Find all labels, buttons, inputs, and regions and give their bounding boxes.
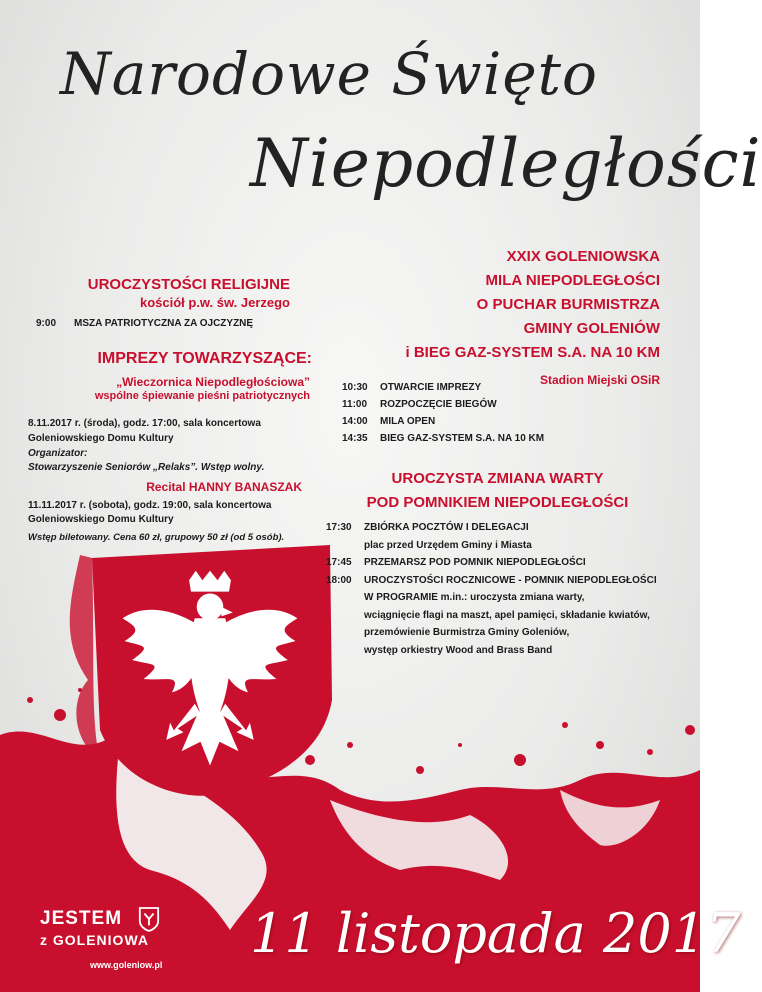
events-heading: IMPREZY TOWARZYSZĄCE:	[97, 350, 312, 367]
run-schedule-row	[342, 416, 435, 427]
guard-schedule-text: PRZEMARSZ POD POMNIK NIEPODLEGŁOŚCI	[364, 557, 586, 568]
recital-details-2: Goleniowskiego Domu Kultury	[28, 514, 174, 525]
guard-heading-line: POD POMNIKIEM NIEPODLEGŁOŚCI	[366, 494, 629, 511]
recital-title: Recital HANNY BANASZAK	[146, 480, 302, 494]
run-heading-line: i BIEG GAZ-SYSTEM S.A. NA 10 KM	[405, 344, 660, 361]
guard-schedule-row	[326, 627, 569, 638]
religious-time: 9:00	[36, 318, 57, 329]
recital-details-1: 11.11.2017 r. (sobota), godz. 19:00, sala koncertowa	[28, 500, 272, 511]
event-date: 11 listopada 2017	[250, 902, 741, 965]
logo-line-2: z GOLENIOWA	[40, 932, 149, 948]
religious-heading: UROCZYSTOŚCI RELIGIJNE	[87, 276, 290, 293]
organizer-label: Organizator:	[28, 448, 88, 459]
guard-schedule-time: 17:30	[326, 522, 352, 533]
title-line-2: Niepodległości	[250, 125, 762, 202]
logo-url-link[interactable]: www.goleniow.pl	[90, 960, 163, 970]
evening-subtitle: wspólne śpiewanie pieśni patriotycznych	[94, 390, 310, 402]
run-schedule-time: 14:35	[342, 433, 368, 444]
goleniow-logo-icon	[138, 906, 160, 932]
run-schedule-text: ROZPOCZĘCIE BIEGÓW	[380, 399, 497, 410]
guard-schedule-text: W PROGRAMIE m.in.: uroczysta zmiana warty,	[364, 592, 585, 603]
guard-schedule-row	[326, 575, 657, 586]
run-venue: Stadion Miejski OSiR	[539, 373, 660, 387]
run-schedule-row	[342, 382, 481, 393]
guard-schedule-text: wciągnięcie flagi na maszt, apel pamięci, składanie kwiatów,	[364, 609, 650, 621]
title-line-1: Narodowe Święto	[60, 40, 598, 108]
guard-schedule-text: ZBIÓRKA POCZTÓW I DELEGACJI	[364, 522, 529, 533]
organizer-text: Stowarzyszenie Seniorów „Relaks”. Wstęp wolny.	[28, 462, 265, 473]
evening-details-1: 8.11.2017 r. (środa), godz. 17:00, sala koncertowa	[28, 418, 261, 429]
guard-schedule-text: plac przed Urzędem Gminy i Miasta	[364, 539, 532, 551]
white-eagle-emblem-icon	[115, 570, 305, 790]
guard-schedule-row	[326, 610, 650, 621]
guard-schedule-text: występ orkiestry Wood and Brass Band	[364, 644, 553, 656]
guard-schedule-row	[326, 522, 529, 533]
religious-event: MSZA PATRIOTYCZNA ZA OJCZYZNĘ	[74, 318, 254, 329]
guard-schedule-row	[326, 540, 532, 551]
run-schedule-time: 14:00	[342, 416, 368, 427]
run-schedule-text: BIEG GAZ-SYSTEM S.A. NA 10 KM	[380, 433, 545, 444]
recital-ticket-info: Wstęp biletowany. Cena 60 zł, grupowy 50 zł (od 5 osób).	[28, 532, 285, 543]
guard-schedule-text: przemówienie Burmistrza Gminy Goleniów,	[364, 627, 570, 638]
run-schedule-text: MILA OPEN	[380, 416, 436, 427]
evening-title: „Wieczornica Niepodległościowa”	[116, 375, 310, 389]
run-schedule-row	[342, 399, 497, 410]
run-heading-line: XXIX GOLENIOWSKA	[506, 248, 660, 265]
religious-schedule-row	[36, 318, 253, 329]
run-heading-line: GMINY GOLENIÓW	[523, 320, 660, 337]
run-heading-line: O PUCHAR BURMISTRZA	[476, 296, 660, 313]
run-schedule-row	[342, 433, 544, 444]
guard-schedule-time: 17:45	[326, 557, 352, 568]
religious-subheading: kościół p.w. św. Jerzego	[139, 295, 290, 310]
run-schedule-text: OTWARCIE IMPREZY	[380, 382, 482, 393]
guard-schedule-time: 18:00	[326, 574, 352, 586]
logo-line-1: JESTEM	[40, 908, 123, 929]
goleniow-logo[interactable]	[40, 908, 149, 948]
run-schedule-time: 10:30	[342, 382, 368, 393]
guard-heading-line: UROCZYSTA ZMIANA WARTY	[391, 470, 604, 487]
guard-schedule-row	[326, 592, 584, 603]
guard-schedule-text: UROCZYSTOŚCI ROCZNICOWE - POMNIK NIEPODLEGŁOŚCI	[364, 574, 657, 586]
guard-schedule-row	[326, 557, 586, 568]
run-heading-line: MILA NIEPODLEGŁOŚCI	[485, 272, 660, 289]
run-schedule-time: 11:00	[342, 399, 368, 410]
guard-schedule-row	[326, 645, 552, 656]
evening-details-2: Goleniowskiego Domu Kultury	[28, 433, 174, 444]
